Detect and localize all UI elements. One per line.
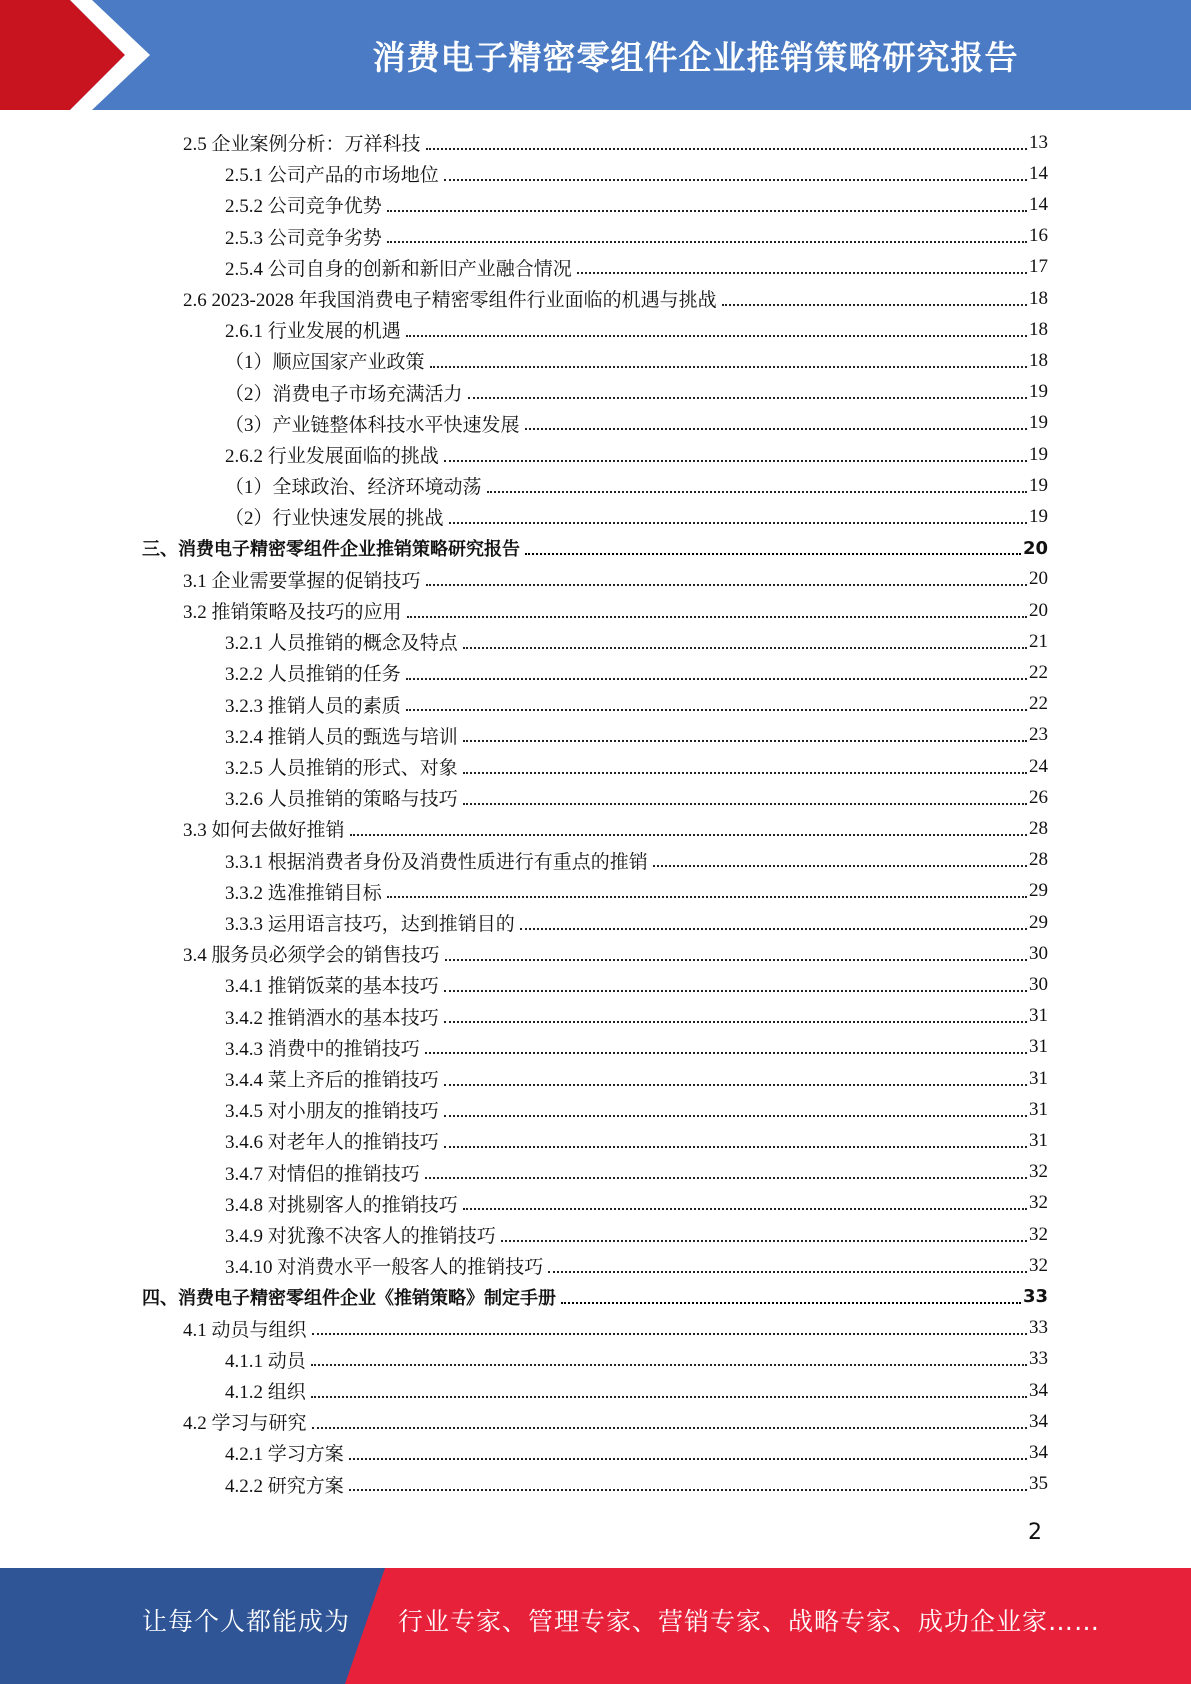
toc-leader-dots — [444, 179, 1027, 181]
toc-entry[interactable] — [225, 626, 1048, 657]
toc-entry[interactable] — [142, 1281, 1048, 1312]
toc-leader-dots — [463, 740, 1027, 742]
toc-entry-page: 30 — [1029, 942, 1048, 964]
toc-leader-dots — [312, 1427, 1027, 1429]
toc-entry-page: 18 — [1029, 349, 1048, 371]
toc-leader-dots — [349, 1458, 1027, 1460]
toc-entry-page: 21 — [1029, 630, 1048, 652]
header-arrow-decoration — [0, 0, 160, 110]
page-footer — [0, 1568, 1191, 1684]
toc-leader-dots — [444, 460, 1027, 462]
toc-entry-label: 3.2.4 推销人员的甄选与培训 — [225, 726, 458, 748]
toc-entry[interactable] — [183, 1406, 1048, 1437]
toc-entry[interactable] — [225, 845, 1048, 876]
toc-entry[interactable] — [225, 1375, 1048, 1406]
toc-leader-dots — [387, 896, 1027, 898]
toc-leader-dots — [311, 1364, 1027, 1366]
toc-leader-dots — [387, 241, 1027, 243]
toc-entry[interactable] — [225, 782, 1048, 813]
toc-leader-dots — [444, 1146, 1027, 1148]
toc-entry-label: 3.4.7 对情侣的推销技巧 — [225, 1163, 420, 1185]
toc-entry-page: 22 — [1029, 693, 1048, 715]
toc-entry-page: 20 — [1029, 599, 1048, 621]
toc-entry[interactable] — [183, 127, 1048, 158]
toc-entry-page: 35 — [1029, 1473, 1048, 1495]
toc-entry[interactable] — [225, 876, 1048, 907]
toc-leader-dots — [487, 491, 1027, 493]
page-number: 2 — [1028, 1520, 1042, 1545]
toc-entry-label: 3.4 服务员必须学会的销售技巧 — [183, 945, 440, 967]
toc-entry-page: 28 — [1029, 849, 1048, 871]
toc-entry-label: 3.2.5 人员推销的形式、对象 — [225, 758, 458, 779]
toc-entry-label: 3.2.6 人员推销的策略与技巧 — [225, 789, 458, 811]
toc-leader-dots — [430, 366, 1027, 368]
toc-entry[interactable] — [225, 907, 1048, 938]
toc-entry[interactable] — [225, 1469, 1048, 1500]
toc-entry-label: 3.4.5 对小朋友的推销技巧 — [225, 1101, 439, 1123]
toc-entry[interactable] — [225, 1219, 1048, 1250]
toc-entry-page: 31 — [1029, 1067, 1048, 1089]
toc-entry-label: 3.3 如何去做好推销 — [183, 820, 345, 842]
toc-entry[interactable] — [225, 720, 1048, 751]
footer-slogan-left: 让每个人都能成为 — [142, 1607, 351, 1636]
report-title: 消费电子精密零组件企业推销策略研究报告 — [372, 37, 1019, 77]
toc-entry-page: 18 — [1029, 287, 1048, 309]
toc-entry-label: 3.4.9 对犹豫不决客人的推销技巧 — [225, 1226, 496, 1247]
toc-entry-page: 31 — [1029, 1005, 1048, 1027]
toc-leader-dots — [577, 272, 1027, 274]
toc-entry[interactable] — [183, 564, 1048, 595]
toc-leader-dots — [426, 148, 1027, 150]
toc-entry-page: 29 — [1029, 880, 1048, 902]
toc-entry-page: 32 — [1029, 1192, 1048, 1214]
toc-entry[interactable] — [142, 533, 1048, 564]
toc-entry-page: 33 — [1022, 1286, 1048, 1308]
toc-leader-dots — [520, 928, 1027, 930]
toc-entry[interactable] — [225, 470, 1048, 501]
toc-entry-page: 22 — [1029, 661, 1048, 683]
toc-leader-dots — [406, 678, 1027, 680]
toc-entry-label: （3）产业链整体科技水平快速发展 — [225, 414, 520, 436]
toc-entry[interactable] — [225, 1063, 1048, 1094]
toc-entry[interactable] — [225, 439, 1048, 470]
toc-entry-page: 18 — [1029, 318, 1048, 340]
toc-entry-page: 19 — [1029, 505, 1048, 527]
toc-entry-label: 3.2.1 人员推销的概念及特点 — [225, 633, 458, 655]
toc-entry-label: 2.6 2023-2028 年我国消费电子精密零组件行业面临的机遇与挑战 — [183, 290, 717, 311]
toc-entry[interactable] — [225, 501, 1048, 532]
toc-entry-label: 2.5.2 公司竞争优势 — [225, 196, 382, 218]
toc-leader-dots — [444, 1084, 1027, 1086]
toc-entry-page: 31 — [1029, 1036, 1048, 1058]
toc-entry-label: （1）顺应国家产业政策 — [225, 352, 425, 374]
toc-entry[interactable] — [225, 1250, 1048, 1281]
toc-leader-dots — [548, 1271, 1027, 1273]
toc-entry-label: 3.1 企业需要掌握的促销技巧 — [183, 570, 421, 592]
toc-leader-dots — [525, 428, 1027, 430]
toc-entry-label: 4.2.2 研究方案 — [225, 1475, 344, 1497]
toc-entry-label: （2）消费电子市场充满活力 — [225, 383, 463, 405]
toc-leader-dots — [312, 1333, 1027, 1335]
toc-entry-page: 24 — [1029, 755, 1048, 777]
toc-entry[interactable] — [183, 1313, 1048, 1344]
toc-leader-dots — [463, 1208, 1027, 1210]
toc-entry-label: 2.6.2 行业发展面临的挑战 — [225, 446, 439, 467]
toc-entry-page: 34 — [1029, 1379, 1048, 1401]
toc-entry-page: 20 — [1029, 568, 1048, 590]
toc-entry[interactable] — [225, 252, 1048, 283]
toc-entry-label: 3.3.2 选准推销目标 — [225, 882, 382, 904]
toc-entry[interactable] — [183, 283, 1048, 314]
toc-entry-page: 32 — [1029, 1161, 1048, 1183]
toc-entry-label: 3.2.3 推销人员的素质 — [225, 695, 401, 717]
toc-entry-page: 33 — [1029, 1317, 1048, 1339]
toc-leader-dots — [445, 959, 1027, 961]
toc-entry-page: 34 — [1029, 1410, 1048, 1432]
toc-entry[interactable] — [183, 938, 1048, 969]
toc-entry-page: 19 — [1029, 474, 1048, 496]
toc-entry[interactable] — [225, 408, 1048, 439]
toc-entry-label: 3.2 推销策略及技巧的应用 — [183, 602, 402, 623]
toc-entry-label: 四、消费电子精密零组件企业《推销策略》制定手册 — [142, 1287, 556, 1309]
toc-entry-page: 31 — [1029, 1098, 1048, 1120]
toc-entry-page: 29 — [1029, 911, 1048, 933]
footer-slogan-right: 行业专家、管理专家、营销专家、战略专家、成功企业家…… — [398, 1607, 1101, 1636]
toc-entry[interactable] — [225, 751, 1048, 782]
toc-leader-dots — [444, 1021, 1027, 1023]
toc-entry-label: 3.2.2 人员推销的任务 — [225, 664, 401, 686]
toc-leader-dots — [425, 1177, 1027, 1179]
toc-leader-dots — [463, 803, 1027, 805]
toc-entry-label: 3.4.10 对消费水平一般客人的推销技巧 — [225, 1257, 544, 1279]
toc-entry-page: 26 — [1029, 786, 1048, 808]
toc-entry[interactable] — [225, 1188, 1048, 1219]
toc-leader-dots — [425, 1052, 1027, 1054]
toc-entry-label: 3.4.6 对老年人的推销技巧 — [225, 1132, 439, 1154]
toc-entry-label: 3.4.1 推销饭菜的基本技巧 — [225, 976, 439, 998]
toc-entry-label: 3.4.2 推销酒水的基本技巧 — [225, 1007, 439, 1029]
toc-entry[interactable] — [225, 1125, 1048, 1156]
toc-entry[interactable] — [225, 221, 1048, 252]
toc-entry[interactable] — [225, 1157, 1048, 1188]
toc-leader-dots — [444, 990, 1027, 992]
toc-entry-page: 19 — [1029, 412, 1048, 434]
toc-leader-dots — [406, 709, 1027, 711]
toc-entry[interactable] — [225, 314, 1048, 345]
toc-entry[interactable] — [225, 345, 1048, 376]
toc-entry-page: 32 — [1029, 1254, 1048, 1276]
toc-leader-dots — [463, 772, 1027, 774]
toc-leader-dots — [561, 1302, 1021, 1304]
toc-entry-label: 三、消费电子精密零组件企业推销策略研究报告 — [142, 539, 520, 561]
toc-leader-dots — [525, 553, 1021, 555]
toc-entry[interactable] — [225, 158, 1048, 189]
toc-entry-page: 13 — [1029, 131, 1048, 153]
toc-entry-page: 32 — [1029, 1223, 1048, 1245]
toc-entry-label: 4.2.1 学习方案 — [225, 1444, 344, 1466]
toc-entry-page: 34 — [1029, 1441, 1048, 1463]
toc-entry[interactable] — [225, 657, 1048, 688]
toc-entry-page: 19 — [1029, 443, 1048, 465]
toc-entry-label: （2）行业快速发展的挑战 — [225, 508, 444, 530]
toc-entry-page: 23 — [1029, 724, 1048, 746]
toc-entry-label: 3.4.4 菜上齐后的推销技巧 — [225, 1070, 439, 1091]
toc-entry-label: 4.1.2 组织 — [225, 1382, 306, 1403]
toc-entry-page: 31 — [1029, 1129, 1048, 1151]
toc-entry-label: 3.3.1 根据消费者身份及消费性质进行有重点的推销 — [225, 851, 648, 873]
toc-entry[interactable] — [225, 689, 1048, 720]
toc-leader-dots — [653, 865, 1027, 867]
toc-entry-page: 20 — [1022, 537, 1048, 559]
toc-entry-label: 2.5 企业案例分析：万祥科技 — [183, 134, 421, 155]
toc-entry-page: 33 — [1029, 1348, 1048, 1370]
toc-entry-label: 4.1 动员与组织 — [183, 1319, 307, 1341]
toc-entry-page: 14 — [1029, 193, 1048, 215]
toc-entry[interactable] — [225, 1001, 1048, 1032]
page-header — [0, 0, 1191, 110]
toc-leader-dots — [349, 1489, 1027, 1491]
toc-entry[interactable] — [225, 1094, 1048, 1125]
toc-entry-page: 19 — [1029, 381, 1048, 403]
toc-leader-dots — [463, 647, 1027, 649]
toc-entry-page: 28 — [1029, 817, 1048, 839]
toc-entry-label: 2.5.1 公司产品的市场地位 — [225, 165, 439, 187]
toc-leader-dots — [426, 584, 1027, 586]
toc-entry[interactable] — [225, 1032, 1048, 1063]
toc-entry-label: 3.4.3 消费中的推销技巧 — [225, 1038, 420, 1060]
toc-leader-dots — [722, 304, 1027, 306]
toc-entry-page: 14 — [1029, 162, 1048, 184]
toc-entry[interactable] — [225, 1437, 1048, 1468]
toc-entry-label: （1）全球政治、经济环境动荡 — [225, 477, 482, 499]
toc-entry[interactable] — [225, 969, 1048, 1000]
toc-entry[interactable] — [225, 1344, 1048, 1375]
toc-entry-label: 3.4.8 对挑剔客人的推销技巧 — [225, 1194, 458, 1216]
toc-leader-dots — [387, 210, 1027, 212]
toc-entry-label: 4.1.1 动员 — [225, 1350, 306, 1372]
toc-leader-dots — [407, 616, 1027, 618]
toc-leader-dots — [350, 834, 1027, 836]
toc-entry-page: 16 — [1029, 225, 1048, 247]
toc-entry[interactable] — [183, 595, 1048, 626]
toc-entry[interactable] — [225, 377, 1048, 408]
toc-entry-label: 3.3.3 运用语言技巧，达到推销目的 — [225, 914, 515, 935]
toc-leader-dots — [444, 1115, 1027, 1117]
toc-leader-dots — [468, 397, 1027, 399]
toc-entry[interactable] — [225, 189, 1048, 220]
toc-leader-dots — [501, 1240, 1027, 1242]
toc-entry-page: 30 — [1029, 973, 1048, 995]
toc-leader-dots — [449, 522, 1027, 524]
toc-entry-label: 2.5.3 公司竞争劣势 — [225, 227, 382, 249]
toc-entry-label: 2.6.1 行业发展的机遇 — [225, 321, 401, 343]
toc-entry[interactable] — [183, 813, 1048, 844]
toc-entry-label: 2.5.4 公司自身的创新和新旧产业融合情况 — [225, 258, 572, 280]
toc-leader-dots — [311, 1396, 1027, 1398]
toc-entry-page: 17 — [1029, 256, 1048, 278]
toc-entry-label: 4.2 学习与研究 — [183, 1413, 307, 1435]
toc-leader-dots — [406, 335, 1027, 337]
